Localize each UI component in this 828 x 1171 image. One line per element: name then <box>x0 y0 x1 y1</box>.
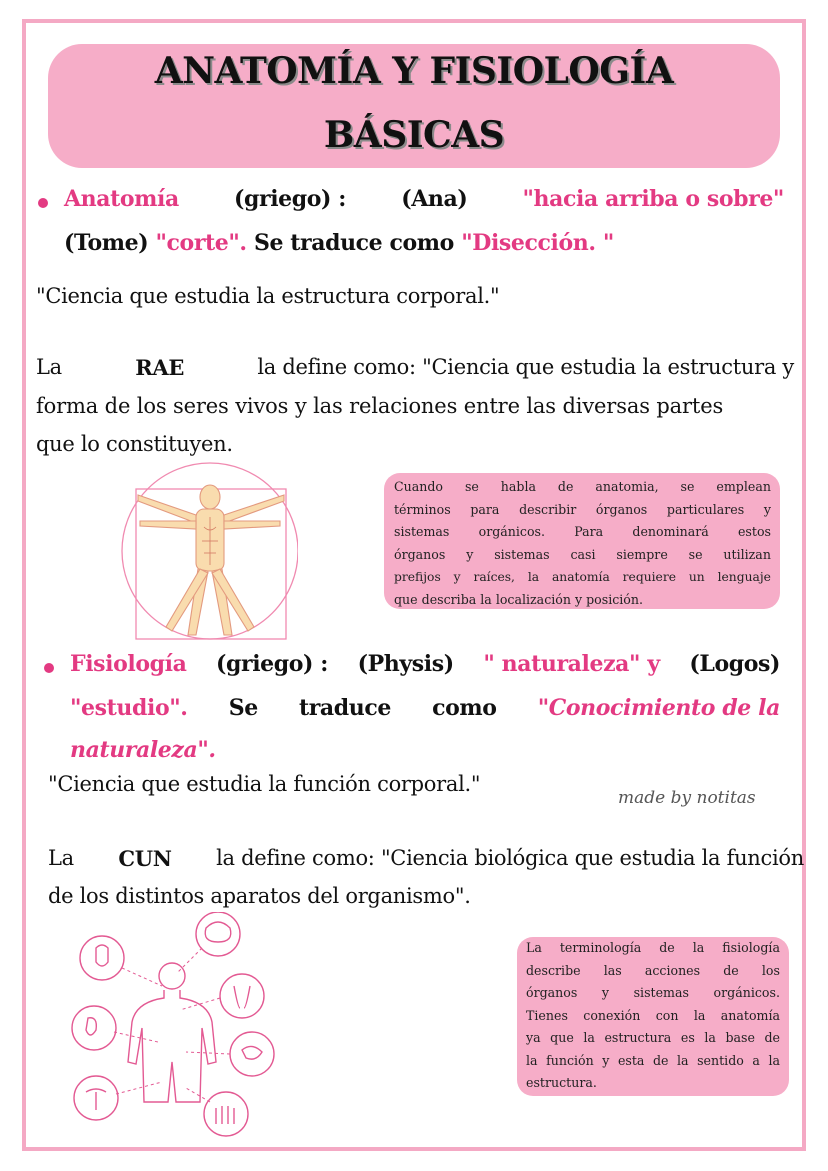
anatomy-note <box>384 473 780 609</box>
page-title-line-2: BÁSICAS <box>323 114 505 156</box>
anatomy-heading-line-2 <box>64 230 614 256</box>
bullet-icon <box>44 663 54 673</box>
cun-rest: la define como: "Ciencia biológica que estudia la función <box>216 846 804 870</box>
anatomy-note-line: órganos y sistemas casi siempre se utilizan <box>394 546 771 562</box>
rae-line-1 <box>36 355 794 380</box>
physiology-word-traduce: traduce <box>298 695 391 721</box>
anatomy-note-line: que describa la localización y posición. <box>394 591 643 607</box>
cun-prefix: La <box>48 846 74 870</box>
anatomy-note-line: Cuando se habla de anatomia, se emplean <box>394 479 771 494</box>
physiology-note-line: órganos y sistemas orgánicos. <box>526 985 780 1000</box>
anatomy-translates: Se traduce como <box>253 230 454 256</box>
physiology-root2: (Logos) <box>689 651 780 677</box>
physiology-word-se: Se <box>228 695 258 721</box>
anatomy-heading-line-1 <box>64 186 784 212</box>
physiology-translation-b: naturaleza". <box>70 737 216 763</box>
physiology-heading-line-2 <box>70 695 780 721</box>
physiology-root2-meaning: "estudio". <box>70 695 188 721</box>
physiology-definition: "Ciencia que estudia la función corporal." <box>48 772 481 796</box>
anatomy-translation: "Disección. " <box>461 230 614 256</box>
signature: made by notitas <box>618 788 756 808</box>
physiology-note <box>517 937 789 1096</box>
cun-line-2: de los distintos aparatos del organismo". <box>48 884 471 908</box>
bullet-icon <box>38 198 48 208</box>
page-title-line-1: ANATOMÍA Y FISIOLOGÍA <box>154 50 674 92</box>
vitruvian-man-illustration <box>118 457 298 643</box>
anatomy-origin: (griego) : <box>234 186 347 212</box>
physiology-note-line: la función y esta de la sentido a la <box>526 1052 780 1068</box>
physiology-root1-meaning: " naturaleza" y <box>483 651 660 677</box>
physiology-root1: (Physis) <box>357 651 454 677</box>
physiology-note-line: La terminología de la fisiología <box>526 940 780 955</box>
rae-line-2: forma de los seres vivos y las relaciones entre las diversas partes <box>36 394 724 418</box>
rae-rest: la define como: "Ciencia que estudia la estructura y <box>257 355 794 379</box>
rae-prefix: La <box>36 355 62 379</box>
physiology-note-line: ya que la estructura es la base de <box>526 1030 780 1045</box>
physiology-note-line: Tienes conexión con la anatomía <box>526 1007 780 1023</box>
physiology-origin: (griego) : <box>216 651 329 677</box>
rae-line-3: que lo constituyen. <box>36 432 233 456</box>
physiology-heading-line-1 <box>70 651 780 677</box>
anatomy-root1: (Ana) <box>401 186 468 212</box>
rae-org: RAE <box>135 355 185 380</box>
physiology-note-line: describe las acciones de los <box>526 962 780 978</box>
anatomy-term: Anatomía <box>64 186 179 212</box>
anatomy-note-line: sistemas orgánicos. Para denominará estos <box>394 524 771 539</box>
anatomy-root2: (Tome) <box>64 230 149 256</box>
body-organs-diagram <box>70 912 280 1142</box>
anatomy-note-line: prefijos y raíces, la anatomía requiere un lenguaje <box>394 570 771 584</box>
anatomy-definition: "Ciencia que estudia la estructura corporal." <box>36 284 500 308</box>
cun-org: CUN <box>118 846 172 871</box>
anatomy-root1-meaning: "hacia arriba o sobre" <box>522 186 784 212</box>
physiology-note-line: estructura. <box>526 1075 597 1090</box>
anatomy-root2-meaning: "corte". <box>155 230 247 256</box>
physiology-translation-a: "Conocimiento de la <box>537 695 780 721</box>
physiology-word-como: como <box>432 695 497 721</box>
physiology-term: Fisiología <box>70 651 187 677</box>
anatomy-note-line: términos para describir órganos particulares y <box>394 501 771 517</box>
cun-line-1 <box>48 846 804 871</box>
